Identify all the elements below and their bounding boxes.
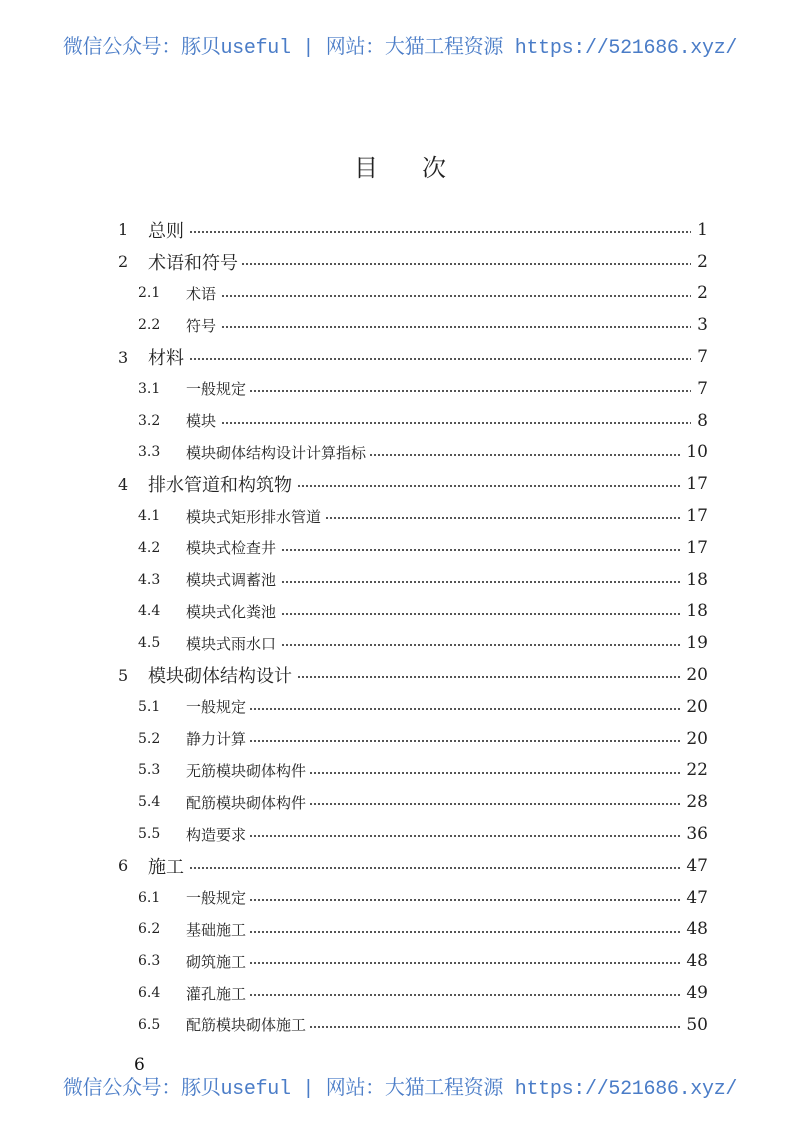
dot-leader [190,390,704,392]
page-title: 目次 [354,154,490,182]
dot-leader [190,263,704,265]
toc-entry-number: 6 [118,856,129,876]
toc-entry-title: 材料 [148,344,188,370]
toc-entry-page: 47 [680,888,708,908]
toc-entry-number: 3.3 [138,444,161,461]
toc-entry-page: 2 [691,252,708,272]
toc-entry[interactable] [0,468,800,500]
toc-entry-number: 2.1 [138,285,161,302]
dot-leader [190,231,704,233]
toc-entry-title: 模块砌体结构设计计算指标 [186,442,370,463]
toc-entry[interactable] [0,1009,800,1041]
toc-entry-number: 1 [118,220,129,240]
toc-entry[interactable] [0,818,800,850]
toc-entry-title: 模块式调蓄池 [186,569,280,590]
toc-entry[interactable] [0,278,800,310]
toc-entry-number: 2.2 [138,317,161,334]
toc-entry-page: 7 [691,347,708,367]
toc-entry-number: 6.4 [138,985,161,1002]
toc-entry-page: 47 [680,856,708,876]
toc-entry[interactable] [0,945,800,977]
toc-entry-number: 5.4 [138,794,161,811]
toc-entry-title: 配筋模块砌体施工 [186,1014,310,1035]
toc-entry-title: 一般规定 [186,887,250,908]
toc-entry-number: 4.1 [138,508,161,525]
toc-entry[interactable] [0,755,800,787]
toc-entry-page: 7 [691,379,708,399]
toc-entry-page: 36 [680,824,708,844]
toc-entry-title: 施工 [148,853,188,879]
toc-entry-page: 17 [680,538,708,558]
toc-entry-page: 1 [691,220,708,240]
toc-entry[interactable] [0,564,800,596]
toc-entry-page: 50 [680,1015,708,1035]
toc-entry-title: 基础施工 [186,919,250,940]
toc-entry[interactable] [0,914,800,946]
toc-entry-title: 一般规定 [186,696,250,717]
toc-entry-number: 3.2 [138,412,161,429]
toc-entry-title: 模块式检查井 [186,537,280,558]
toc-entry-title: 一般规定 [186,378,250,399]
toc-entry-number: 6.1 [138,889,161,906]
toc-entry-page: 10 [680,442,708,462]
toc-entry-number: 6.5 [138,1016,161,1033]
toc-entry-title: 模块式雨水口 [186,633,280,654]
toc-entry[interactable] [0,596,800,628]
toc-entry-title: 无筋模块砌体构件 [186,760,310,781]
toc-entry-number: 4.2 [138,539,161,556]
dot-leader [190,835,704,837]
dot-leader [190,962,704,964]
toc-entry-title: 总则 [148,217,188,243]
toc-entry-page: 48 [680,919,708,939]
toc-entry[interactable] [0,977,800,1009]
toc-entry-number: 5.2 [138,730,161,747]
toc-entry-number: 6.3 [138,953,161,970]
page-number: 6 [134,1055,145,1075]
watermark-bottom: 微信公众号：豚贝useful | 网站：大猫工程资源 https://521686.xyz/ [62,1078,738,1101]
table-of-contents [0,214,800,1041]
toc-entry-page: 3 [691,315,708,335]
toc-entry[interactable] [0,659,800,691]
toc-entry[interactable] [0,373,800,405]
toc-entry-number: 4.3 [138,571,161,588]
toc-entry-title: 模块砌体结构设计 [148,662,296,688]
toc-entry-number: 5.5 [138,826,161,843]
toc-entry[interactable] [0,341,800,373]
toc-entry-page: 18 [680,601,708,621]
toc-entry-number: 4 [118,474,129,494]
toc-entry-title: 构造要求 [186,824,250,845]
toc-entry[interactable] [0,627,800,659]
toc-entry-page: 19 [680,633,708,653]
toc-entry-page: 17 [680,474,708,494]
dot-leader [190,326,704,328]
toc-entry-number: 5.3 [138,762,161,779]
toc-entry-number: 3 [118,347,129,367]
toc-entry-title: 静力计算 [186,728,250,749]
toc-entry-page: 49 [680,983,708,1003]
toc-entry-page: 18 [680,570,708,590]
toc-entry-title: 模块式矩形排水管道 [186,506,325,527]
toc-entry-page: 48 [680,951,708,971]
toc-entry-number: 4.4 [138,603,161,620]
toc-entry-number: 5.1 [138,698,161,715]
toc-entry-title: 术语 [186,283,220,304]
toc-entry-number: 5 [118,665,129,685]
toc-entry[interactable] [0,850,800,882]
toc-entry-title: 灌孔施工 [186,983,250,1004]
toc-entry[interactable] [0,500,800,532]
dot-leader [190,994,704,996]
toc-entry[interactable] [0,309,800,341]
toc-entry-number: 4.5 [138,635,161,652]
toc-entry-title: 模块 [186,410,220,431]
toc-entry-title: 符号 [186,315,220,336]
dot-leader [190,422,704,424]
dot-leader [190,708,704,710]
dot-leader [190,358,704,360]
toc-entry[interactable] [0,786,800,818]
dot-leader [190,867,704,869]
toc-entry-page: 20 [680,665,708,685]
toc-entry-title: 砌筑施工 [186,951,250,972]
toc-entry-number: 2 [118,252,129,272]
toc-entry[interactable] [0,532,800,564]
toc-entry-page: 2 [691,283,708,303]
toc-entry[interactable] [0,214,800,246]
toc-entry-page: 20 [680,697,708,717]
dot-leader [190,740,704,742]
watermark-top: 微信公众号：豚贝useful | 网站：大猫工程资源 https://521686.xyz/ [62,37,738,60]
toc-entry-title: 模块式化粪池 [186,601,280,622]
toc-entry-page: 22 [680,760,708,780]
toc-entry-number: 3.1 [138,380,161,397]
toc-entry-page: 20 [680,729,708,749]
toc-entry[interactable] [0,405,800,437]
toc-entry[interactable] [0,882,800,914]
dot-leader [190,899,704,901]
toc-entry-page: 8 [691,411,708,431]
toc-entry-title: 术语和符号 [148,249,242,275]
toc-entry[interactable] [0,723,800,755]
toc-entry-title: 排水管道和构筑物 [148,471,296,497]
dot-leader [190,295,704,297]
toc-entry-number: 6.2 [138,921,161,938]
toc-entry[interactable] [0,246,800,278]
toc-entry-page: 17 [680,506,708,526]
toc-entry[interactable] [0,691,800,723]
dot-leader [190,931,704,933]
toc-entry-page: 28 [680,792,708,812]
toc-entry-title: 配筋模块砌体构件 [186,792,310,813]
toc-entry[interactable] [0,437,800,469]
